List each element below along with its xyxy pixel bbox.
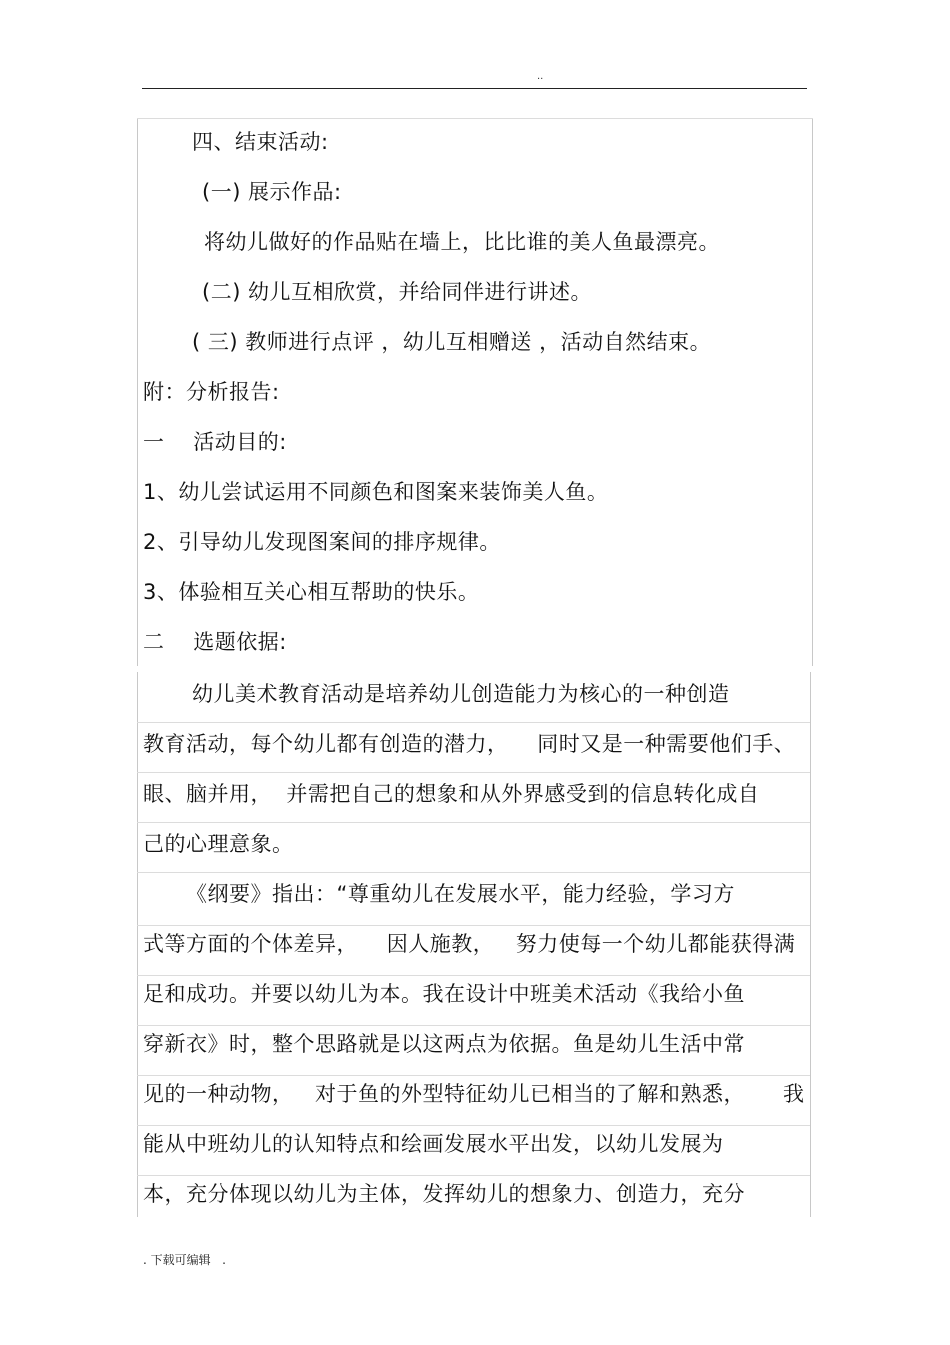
list-item: 3、体验相互关心相互帮助的快乐。 bbox=[143, 580, 480, 604]
paragraph-line: 教育活动，每个幼儿都有创造的潜力， 同时又是一种需要他们手、 bbox=[143, 732, 796, 756]
paragraph-line: 《纲要》指出：“尊重幼儿在发展水平，能力经验，学习方 bbox=[186, 882, 735, 906]
heading-closing-activity: 四、结束活动: bbox=[192, 130, 329, 154]
paragraph-line: 本，充分体现以幼儿为主体，发挥幼儿的想象力、创造力，充分 bbox=[143, 1182, 745, 1206]
row-divider bbox=[137, 1175, 810, 1176]
subheading-show-works: (一) 展示作品: bbox=[202, 180, 342, 204]
header-mark: .. bbox=[537, 71, 544, 82]
subheading-teacher-comment: ( 三) 教师进行点评 ，幼儿互相赠送 ，活动自然结束。 bbox=[192, 330, 712, 354]
list-item: 2、引导幼儿发现图案间的排序规律。 bbox=[143, 530, 501, 554]
row-divider bbox=[137, 772, 810, 773]
paragraph-line: 见的一种动物， 对于鱼的外型特征幼儿已相当的了解和熟悉， bbox=[143, 1082, 746, 1106]
row-divider bbox=[137, 925, 810, 926]
paragraph-line: 足和成功。并要以幼儿为本。我在设计中班美术活动《我给小鱼 bbox=[143, 982, 745, 1006]
paragraph-line: 能从中班幼儿的认知特点和绘画发展水平出发，以幼儿发展为 bbox=[143, 1132, 724, 1156]
header-rule bbox=[142, 88, 807, 89]
row-divider bbox=[137, 872, 810, 873]
row-divider bbox=[137, 722, 810, 723]
subheading-appreciate: (二) 幼儿互相欣赏，并给同伴进行讲述。 bbox=[202, 280, 593, 304]
paragraph-line: 己的心理意象。 bbox=[143, 832, 294, 856]
paragraph-line: 式等方面的个体差异， 因人施教， 努力使每一个幼儿都能获得满 bbox=[143, 932, 796, 956]
row-divider bbox=[137, 1025, 810, 1026]
row-divider bbox=[137, 822, 810, 823]
heading-topic-basis: 二 选题依据: bbox=[143, 630, 287, 654]
paragraph-line: 穿新衣》时，整个思路就是以这两点为依据。鱼是幼儿生活中常 bbox=[143, 1032, 745, 1056]
frame-left-upper bbox=[137, 118, 138, 666]
paragraph-line: 幼儿美术教育活动是培养幼儿创造能力为核心的一种创造 bbox=[192, 682, 730, 706]
paragraph-line: 将幼儿做好的作品贴在墙上，比比谁的美人鱼最漂亮。 bbox=[204, 230, 720, 254]
row-divider bbox=[137, 1075, 810, 1076]
frame-left-lower bbox=[137, 672, 138, 1217]
paragraph-line-end: 我 bbox=[783, 1082, 805, 1106]
row-divider bbox=[137, 1125, 810, 1126]
frame-right-upper bbox=[812, 118, 813, 666]
list-item: 1、幼儿尝试运用不同颜色和图案来装饰美人鱼。 bbox=[143, 480, 609, 504]
frame-top bbox=[137, 118, 813, 119]
paragraph-line: 眼、脑并用， 并需把自己的想象和从外界感受到的信息转化成自 bbox=[143, 782, 760, 806]
row-divider bbox=[137, 975, 810, 976]
footer-note: . 下载可编辑 . bbox=[143, 1253, 226, 1267]
heading-analysis-report: 附：分析报告: bbox=[143, 380, 280, 404]
frame-right-lower bbox=[810, 672, 811, 1217]
heading-activity-goals: 一 活动目的: bbox=[143, 430, 287, 454]
